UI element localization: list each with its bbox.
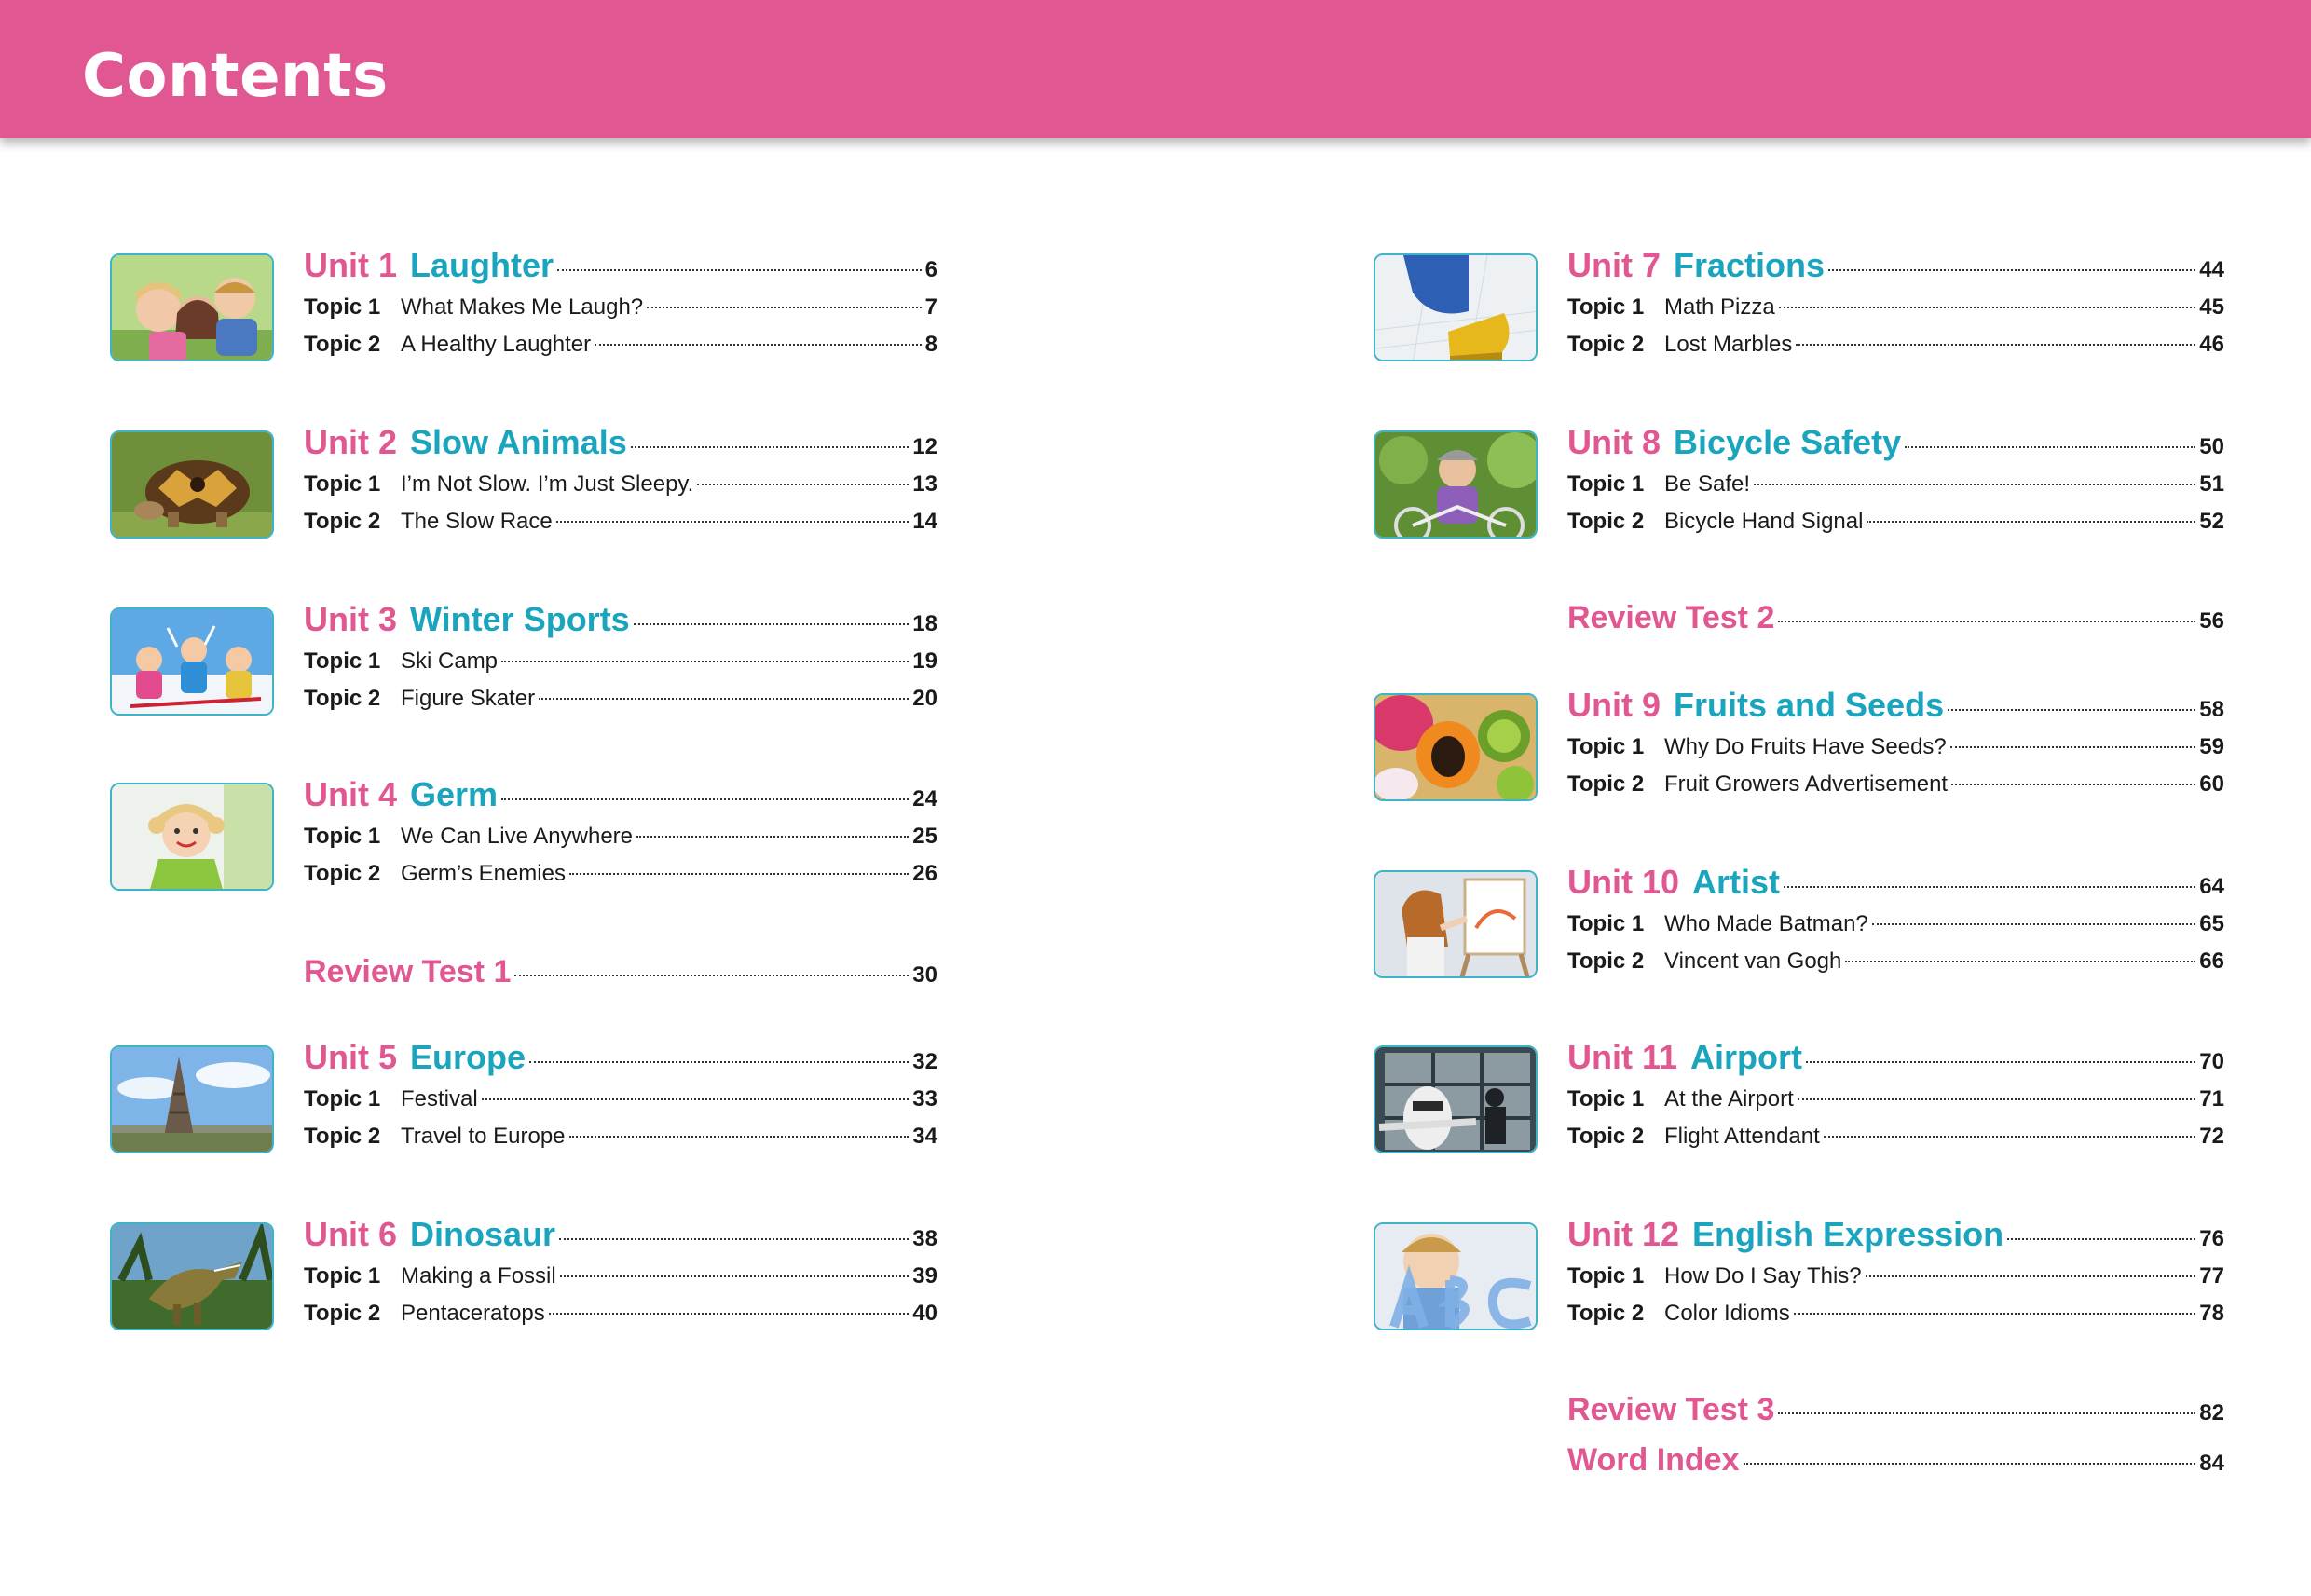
leader-dots <box>1905 446 2195 448</box>
page-number: 40 <box>912 1301 937 1326</box>
page-number: 56 <box>2199 608 2224 634</box>
page-number: 13 <box>912 471 937 497</box>
unit-3-thumbnail <box>110 607 274 716</box>
unit-2-topic-2[interactable] <box>304 509 937 535</box>
unit-8-heading[interactable] <box>1567 423 2224 462</box>
unit-number: Unit 11 <box>1567 1038 1678 1076</box>
page-number: 14 <box>912 509 937 534</box>
topic-title: Making a Fossil <box>401 1263 556 1289</box>
page-number: 12 <box>912 434 937 459</box>
topic-title: Color Idioms <box>1664 1301 1790 1326</box>
page-number: 18 <box>912 611 937 636</box>
unit-3-topic-2[interactable] <box>304 686 937 712</box>
leader-dots <box>1778 621 2195 622</box>
leader-dots <box>569 1136 909 1138</box>
topic-title: I’m Not Slow. I’m Just Sleepy. <box>401 471 694 497</box>
page-number: 32 <box>912 1049 937 1074</box>
unit-2-topic-1[interactable] <box>304 471 937 498</box>
unit-2-thumbnail <box>110 430 274 539</box>
page-number: 20 <box>912 686 937 711</box>
unit-11-topic-2[interactable] <box>1567 1124 2224 1150</box>
review-test-label: Review Test 1 <box>304 954 512 989</box>
unit-1-heading[interactable] <box>304 246 937 285</box>
leader-dots <box>569 873 909 875</box>
topic-label: Topic 1 <box>304 294 381 320</box>
page-number: 52 <box>2199 509 2224 534</box>
unit-title: Fractions <box>1674 246 1826 284</box>
topic-label: Topic 2 <box>304 686 381 711</box>
topic-title: The Slow Race <box>401 509 553 534</box>
page-number: 58 <box>2199 697 2224 722</box>
word-index-row[interactable] <box>1567 1442 2224 1479</box>
topic-label: Topic 2 <box>1567 1124 1645 1149</box>
page-number: 64 <box>2199 874 2224 899</box>
unit-12-topic-2[interactable] <box>1567 1301 2224 1327</box>
page-number: 44 <box>2199 257 2224 282</box>
leader-dots <box>647 307 922 308</box>
unit-title: Europe <box>410 1038 526 1076</box>
unit-7-topic-2[interactable] <box>1567 332 2224 358</box>
topic-title: Ski Camp <box>401 648 499 674</box>
leader-dots <box>559 1238 909 1240</box>
unit-6-thumbnail <box>110 1222 274 1330</box>
topic-label: Topic 1 <box>1567 1086 1645 1112</box>
leader-dots <box>1845 961 2195 962</box>
unit-4-thumbnail <box>110 783 274 891</box>
leader-dots <box>501 661 909 662</box>
leader-dots <box>1866 1275 2196 1277</box>
topic-label: Topic 1 <box>304 1086 381 1112</box>
leader-dots <box>556 521 909 523</box>
unit-number: Unit 5 <box>304 1038 398 1076</box>
unit-4-topic-2[interactable] <box>304 861 937 887</box>
unit-10-topic-1[interactable] <box>1567 911 2224 937</box>
leader-dots <box>539 698 909 700</box>
topic-title: At the Airport <box>1664 1086 1794 1112</box>
unit-number: Unit 6 <box>304 1215 398 1253</box>
unit-number: Unit 8 <box>1567 423 1661 461</box>
unit-9-topic-1[interactable] <box>1567 734 2224 760</box>
unit-9-topic-2[interactable] <box>1567 771 2224 798</box>
page-number: 25 <box>912 824 937 849</box>
page-number: 24 <box>912 786 937 812</box>
page-number: 30 <box>912 962 937 988</box>
page-number: 45 <box>2199 294 2224 320</box>
unit-10-thumbnail <box>1374 870 1538 978</box>
unit-7-heading[interactable] <box>1567 246 2224 285</box>
page-number: 65 <box>2199 911 2224 936</box>
topic-title: A Healthy Laughter <box>401 332 592 357</box>
topic-label: Topic 1 <box>1567 294 1645 320</box>
page-number: 60 <box>2199 771 2224 797</box>
unit-title: Fruits and Seeds <box>1674 686 1945 724</box>
unit-8-topic-2[interactable] <box>1567 509 2224 535</box>
topic-title: Flight Attendant <box>1664 1124 1820 1149</box>
page-number: 19 <box>912 648 937 674</box>
topic-label: Topic 1 <box>1567 1263 1645 1289</box>
leader-dots <box>1824 1136 2196 1138</box>
leader-dots <box>560 1275 909 1277</box>
leader-dots <box>529 1061 909 1063</box>
topic-label: Topic 1 <box>1567 911 1645 936</box>
unit-4-heading[interactable] <box>304 775 937 814</box>
leader-dots <box>1872 923 2196 925</box>
unit-number: Unit 9 <box>1567 686 1661 724</box>
unit-number: Unit 1 <box>304 246 398 284</box>
unit-8-topic-1[interactable] <box>1567 471 2224 498</box>
topic-label: Topic 1 <box>304 471 381 497</box>
unit-title: Winter Sports <box>410 600 630 638</box>
topic-label: Topic 2 <box>304 861 381 886</box>
unit-11-thumbnail <box>1374 1045 1538 1153</box>
topic-title: Math Pizza <box>1664 294 1775 320</box>
unit-6-heading[interactable] <box>304 1215 937 1254</box>
topic-title: Festival <box>401 1086 478 1112</box>
page-number: 72 <box>2199 1124 2224 1149</box>
topic-label: Topic 2 <box>304 332 381 357</box>
topic-label: Topic 1 <box>304 1263 381 1289</box>
page-number: 38 <box>912 1226 937 1251</box>
page-number: 8 <box>924 332 937 357</box>
page-number: 76 <box>2199 1226 2224 1251</box>
unit-11-topic-1[interactable] <box>1567 1086 2224 1112</box>
word-index-label: Word Index <box>1567 1442 1740 1478</box>
topic-label: Topic 2 <box>1567 1301 1645 1326</box>
topic-title: Vincent van Gogh <box>1664 948 1842 974</box>
page-number: 26 <box>912 861 937 886</box>
unit-5-heading[interactable] <box>304 1038 937 1077</box>
unit-number: Unit 4 <box>304 775 398 813</box>
leader-dots <box>1754 484 2195 485</box>
unit-5-thumbnail <box>110 1045 274 1153</box>
leader-dots <box>1779 307 2196 308</box>
leader-dots <box>631 446 909 448</box>
page-number: 51 <box>2199 471 2224 497</box>
topic-label: Topic 1 <box>304 824 381 849</box>
unit-number: Unit 12 <box>1567 1215 1680 1253</box>
leader-dots <box>501 798 909 800</box>
unit-7-topic-1[interactable] <box>1567 294 2224 321</box>
leader-dots <box>1950 746 2196 748</box>
leader-dots <box>514 975 909 976</box>
review-test-3-row[interactable] <box>1567 1392 2224 1428</box>
topic-label: Topic 1 <box>1567 734 1645 759</box>
page-number: 46 <box>2199 332 2224 357</box>
leader-dots <box>1778 1412 2195 1414</box>
unit-11-heading[interactable] <box>1567 1038 2224 1077</box>
review-test-1-row[interactable] <box>304 954 937 990</box>
unit-5-topic-2[interactable] <box>304 1124 937 1150</box>
leader-dots <box>595 344 922 346</box>
unit-5-topic-1[interactable] <box>304 1086 937 1112</box>
unit-number: Unit 7 <box>1567 246 1661 284</box>
unit-number: Unit 3 <box>304 600 398 638</box>
page-number: 59 <box>2199 734 2224 759</box>
topic-label: Topic 2 <box>304 1124 381 1149</box>
page-number: 66 <box>2199 948 2224 974</box>
page-number: 50 <box>2199 434 2224 459</box>
unit-2-heading[interactable] <box>304 423 937 462</box>
unit-number: Unit 2 <box>304 423 398 461</box>
review-test-2-row[interactable] <box>1567 600 2224 636</box>
topic-title: Fruit Growers Advertisement <box>1664 771 1949 797</box>
leader-dots <box>1784 886 2195 888</box>
unit-10-heading[interactable] <box>1567 863 2224 902</box>
topic-title: How Do I Say This? <box>1664 1263 1862 1289</box>
leader-dots <box>634 623 909 625</box>
leader-dots <box>482 1098 909 1100</box>
topic-title: Lost Marbles <box>1664 332 1793 357</box>
unit-number: Unit 10 <box>1567 863 1680 901</box>
leader-dots <box>1951 784 2195 785</box>
leader-dots <box>2007 1238 2195 1240</box>
unit-9-thumbnail <box>1374 693 1538 801</box>
topic-title: Why Do Fruits Have Seeds? <box>1664 734 1947 759</box>
unit-title: English Expression <box>1692 1215 2004 1253</box>
leader-dots <box>1796 344 2195 346</box>
page-number: 7 <box>924 294 937 320</box>
topic-title: Germ’s Enemies <box>401 861 566 886</box>
page-number: 78 <box>2199 1301 2224 1326</box>
topic-title: Be Safe! <box>1664 471 1751 497</box>
topic-title: Travel to Europe <box>401 1124 566 1149</box>
leader-dots <box>1798 1098 2196 1100</box>
unit-12-topic-1[interactable] <box>1567 1263 2224 1289</box>
page-number: 84 <box>2199 1451 2224 1476</box>
topic-label: Topic 2 <box>304 509 381 534</box>
unit-title: Dinosaur <box>410 1215 556 1253</box>
leader-dots <box>1867 521 2195 523</box>
unit-9-heading[interactable] <box>1567 686 2224 725</box>
contents-left-column <box>110 0 995 1596</box>
review-test-label: Review Test 2 <box>1567 600 1775 635</box>
topic-label: Topic 2 <box>1567 948 1645 974</box>
page-number: 77 <box>2199 1263 2224 1289</box>
topic-label: Topic 2 <box>304 1301 381 1326</box>
review-test-label: Review Test 3 <box>1567 1392 1775 1427</box>
leader-dots <box>697 484 909 485</box>
unit-3-heading[interactable] <box>304 600 937 639</box>
page-number: 71 <box>2199 1086 2224 1112</box>
unit-title: Artist <box>1692 863 1781 901</box>
leader-dots <box>549 1313 909 1315</box>
leader-dots <box>1794 1313 2196 1315</box>
unit-1-topic-2[interactable] <box>304 332 937 358</box>
leader-dots <box>636 836 909 838</box>
unit-title: Germ <box>410 775 499 813</box>
page-number: 70 <box>2199 1049 2224 1074</box>
topic-title: Pentaceratops <box>401 1301 545 1326</box>
unit-7-thumbnail <box>1374 253 1538 361</box>
topic-title: We Can Live Anywhere <box>401 824 634 849</box>
topic-label: Topic 2 <box>1567 509 1645 534</box>
unit-title: Slow Animals <box>410 423 627 461</box>
topic-title: Who Made Batman? <box>1664 911 1868 936</box>
topic-title: Figure Skater <box>401 686 536 711</box>
page-number: 6 <box>924 257 937 282</box>
unit-1-thumbnail <box>110 253 274 361</box>
topic-title: What Makes Me Laugh? <box>401 294 644 320</box>
page-number: 82 <box>2199 1400 2224 1425</box>
leader-dots <box>1744 1463 2196 1465</box>
unit-4-topic-1[interactable] <box>304 824 937 850</box>
page-title: Contents <box>82 42 389 111</box>
unit-title: Laughter <box>410 246 554 284</box>
unit-12-heading[interactable] <box>1567 1215 2224 1254</box>
page-number: 34 <box>912 1124 937 1149</box>
page-number: 33 <box>912 1086 937 1112</box>
topic-label: Topic 1 <box>304 648 381 674</box>
unit-1-topic-1[interactable] <box>304 294 937 321</box>
unit-12-thumbnail <box>1374 1222 1538 1330</box>
unit-8-thumbnail <box>1374 430 1538 539</box>
leader-dots <box>1948 709 2195 711</box>
topic-title: Bicycle Hand Signal <box>1664 509 1864 534</box>
unit-10-topic-2[interactable] <box>1567 948 2224 975</box>
unit-6-topic-1[interactable] <box>304 1263 937 1289</box>
unit-3-topic-1[interactable] <box>304 648 937 675</box>
leader-dots <box>1806 1061 2195 1063</box>
unit-title: Airport <box>1690 1038 1803 1076</box>
leader-dots <box>1828 269 2195 271</box>
contents-right-column <box>1374 0 2259 1596</box>
topic-label: Topic 2 <box>1567 771 1645 797</box>
topic-label: Topic 2 <box>1567 332 1645 357</box>
unit-title: Bicycle Safety <box>1674 423 1902 461</box>
leader-dots <box>557 269 922 271</box>
unit-6-topic-2[interactable] <box>304 1301 937 1327</box>
page-number: 39 <box>912 1263 937 1289</box>
topic-label: Topic 1 <box>1567 471 1645 497</box>
